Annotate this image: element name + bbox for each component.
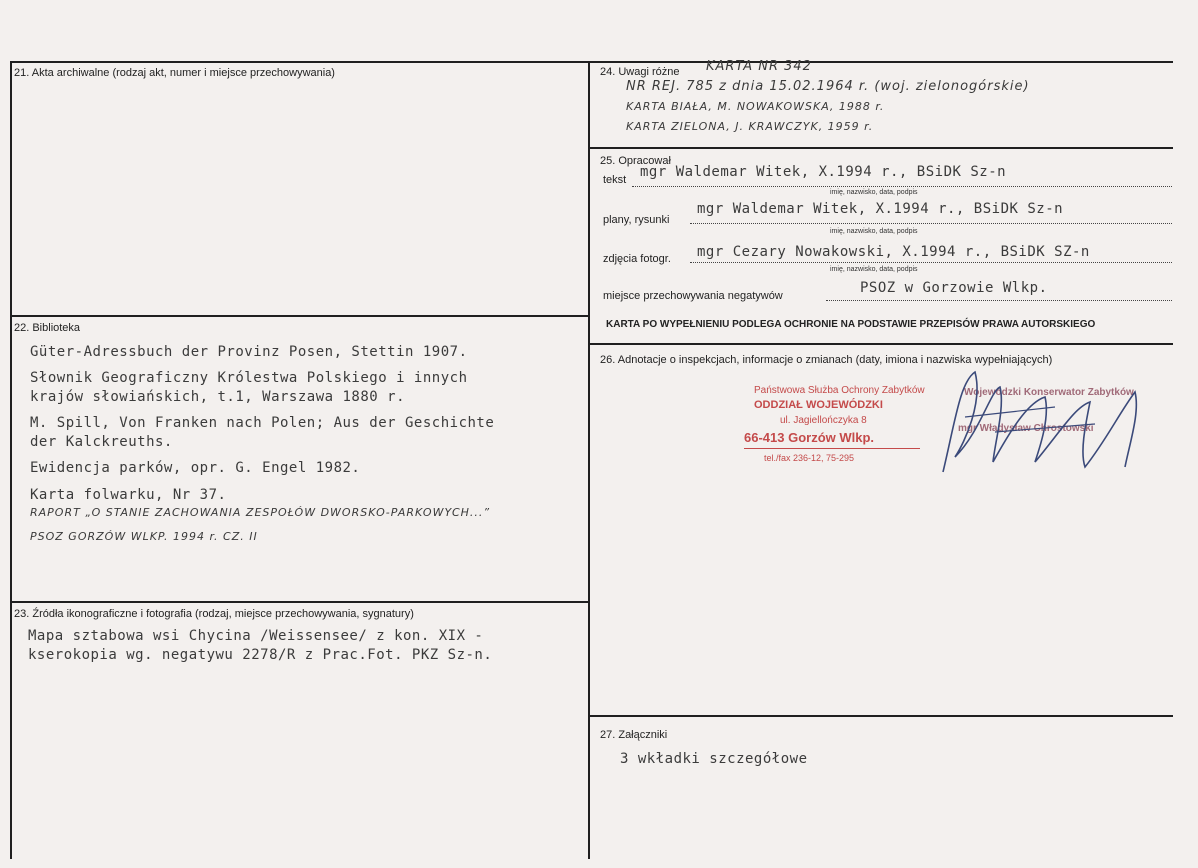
section-22-label: 22. Biblioteka	[14, 322, 81, 334]
plany-label: plany, rysunki	[603, 214, 670, 226]
stamp-underline	[744, 448, 920, 449]
tekst-caption: imię, nazwisko, data, podpis	[830, 189, 918, 196]
note-line: NR REJ. 785 z dnia 15.02.1964 r. (woj. zielonogórskie)	[626, 79, 1030, 94]
library-entry: Karta folwarku, Nr 37.	[30, 487, 227, 503]
negatywy-value: PSOZ w Gorzowie Wlkp.	[860, 280, 1048, 296]
plany-dotted-line	[690, 223, 1172, 224]
center-rule	[588, 61, 590, 859]
iconography-entry: kserokopia wg. negatywu 2278/R z Prac.Fot. PKZ Sz-n.	[28, 647, 493, 663]
note-line: KARTA BIAŁA, M. NOWAKOWSKA, 1988 r.	[626, 100, 885, 113]
rule-24-25	[588, 147, 1173, 149]
plany-value: mgr Waldemar Witek, X.1994 r., BSiDK Sz-n	[697, 201, 1064, 217]
section-25-label: 25. Opracował	[600, 155, 671, 167]
stamp-line: ul. Jagiellończyka 8	[780, 415, 867, 426]
official-stamp	[740, 385, 940, 475]
stamp2-line: mgr Władysław Chrostowski	[958, 423, 1094, 434]
stamp-line: tel./fax 236-12, 75-295	[764, 453, 855, 463]
negatywy-dotted-line	[826, 300, 1172, 301]
handwritten-report-line: RAPORT „O STANIE ZACHOWANIA ZESPOŁÓW DWORSKO-PARKOWYCH...”	[30, 506, 491, 519]
zdjecia-dotted-line	[690, 262, 1172, 263]
library-entry: M. Spill, Von Franken nach Polen; Aus der Geschichte	[30, 415, 495, 431]
stamp-line: 66-413 Gorzów Wlkp.	[744, 430, 875, 445]
zdjecia-caption: imię, nazwisko, data, podpis	[830, 266, 918, 273]
section-21-label: 21. Akta archiwalne (rodzaj akt, numer i miejsce przechowywania)	[14, 67, 335, 79]
section-26-label: 26. Adnotacje o inspekcjach, informacje o zmianach (daty, imiona i nazwiska wypełniających)	[600, 354, 1053, 366]
stamp-line: Państwowa Służba Ochrony Zabytków	[754, 385, 925, 396]
stamp-line: ODDZIAŁ WOJEWÓDZKI	[754, 399, 883, 411]
library-entry: krajów słowiańskich, t.1, Warszawa 1880 r.	[30, 389, 406, 405]
rule-25-26	[588, 343, 1173, 345]
library-entry: der Kalckreuths.	[30, 434, 173, 450]
copyright-note: KARTA PO WYPEŁNIENIU PODLEGA OCHRONIE NA PODSTAWIE PRZEPISÓW PRAWA AUTORSKIEGO	[606, 319, 1096, 330]
section-27-label: 27. Załączniki	[600, 729, 668, 741]
note-line: KARTA ZIELONA, J. KRAWCZYK, 1959 r.	[626, 120, 874, 133]
zdjecia-value: mgr Cezary Nowakowski, X.1994 r., BSiDK SZ-n	[697, 244, 1090, 260]
note-line: KARTA NR 342	[706, 59, 812, 74]
section-23-label: 23. Źródła ikonograficzne i fotografia (rodzaj, miejsce przechowywania, sygnatury)	[14, 608, 414, 620]
rule-26-27	[588, 715, 1173, 717]
tekst-value: mgr Waldemar Witek, X.1994 r., BSiDK Sz-n	[640, 164, 1007, 180]
signature-icon	[935, 362, 1150, 477]
library-entry: Słownik Geograficzny Królestwa Polskiego i innych	[30, 370, 468, 386]
zdjecia-label: zdjęcia fotogr.	[603, 253, 671, 265]
tekst-dotted-line	[632, 186, 1172, 187]
rule-22-23	[10, 601, 588, 603]
rule-21-22	[10, 315, 588, 317]
library-entry: Ewidencja parków, opr. G. Engel 1982.	[30, 460, 361, 476]
handwritten-report-line: PSOZ GORZÓW WLKP. 1994 r. CZ. II	[30, 530, 258, 543]
top-rule	[10, 61, 1173, 63]
library-entry: Güter-Adressbuch der Provinz Posen, Stettin 1907.	[30, 344, 468, 360]
plany-caption: imię, nazwisko, data, podpis	[830, 228, 918, 235]
left-rule	[10, 61, 12, 859]
stamp2-line: Wojewódzki Konserwator Zabytków	[964, 387, 1134, 398]
attachments-value: 3 wkładki szczegółowe	[620, 751, 808, 767]
negatywy-label: miejsce przechowywania negatywów	[603, 290, 783, 302]
iconography-entry: Mapa sztabowa wsi Chycina /Weissensee/ z kon. XIX -	[28, 628, 484, 644]
tekst-label: tekst	[603, 174, 627, 186]
section-24-label: 24. Uwagi różne	[600, 66, 680, 78]
